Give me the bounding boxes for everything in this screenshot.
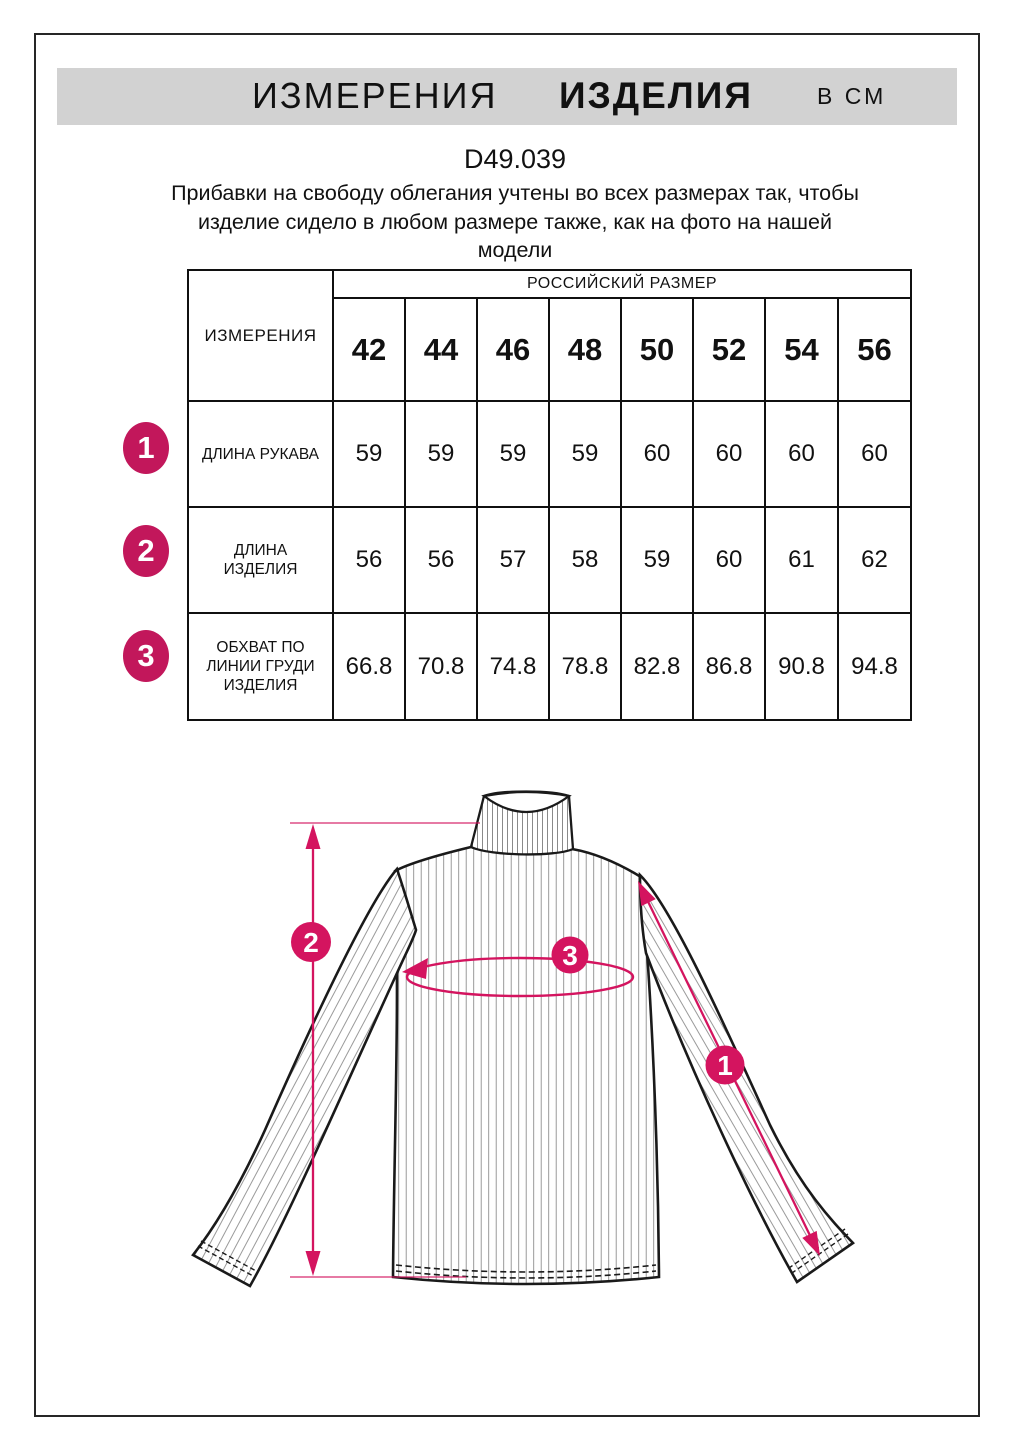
fit-description — [155, 179, 875, 265]
value-cell: 74.8 — [477, 613, 549, 720]
row-label: ДЛИНА ИЗДЕЛИЯ — [188, 507, 333, 613]
garment-body — [393, 847, 659, 1284]
garment-collar — [471, 792, 573, 855]
garment-diagram — [170, 765, 870, 1305]
value-cell: 90.8 — [765, 613, 838, 720]
value-cell: 60 — [621, 401, 693, 507]
value-cell: 66.8 — [333, 613, 405, 720]
value-cell: 62 — [838, 507, 911, 613]
value-cell: 78.8 — [549, 613, 621, 720]
size-column-header: 48 — [549, 298, 621, 401]
page-title-unit: В СМ — [817, 82, 887, 109]
value-cell: 86.8 — [693, 613, 765, 720]
table-row-chest-girth — [188, 613, 911, 720]
row-number-badge-3: 3 — [123, 630, 169, 682]
page-title-word-measurements: ИЗМЕРЕНИЯ — [252, 74, 498, 116]
diagram-marker-1: 1 — [717, 1050, 733, 1081]
title-bar — [57, 68, 957, 125]
size-table — [187, 269, 912, 721]
size-column-header: 56 — [838, 298, 911, 401]
size-column-header: 46 — [477, 298, 549, 401]
size-column-header: 54 — [765, 298, 838, 401]
row-label: ДЛИНА РУКАВА — [188, 401, 333, 507]
value-cell: 61 — [765, 507, 838, 613]
fit-description-line: модели — [477, 238, 553, 262]
row-number-badge-1: 1 — [123, 422, 169, 474]
value-cell: 56 — [333, 507, 405, 613]
fit-description-line: изделие сидело в любом размере также, как на фото на нашей — [197, 209, 833, 234]
value-cell: 82.8 — [621, 613, 693, 720]
measurements-column-header: ИЗМЕРЕНИЯ — [188, 270, 333, 401]
size-column-header: 52 — [693, 298, 765, 401]
value-cell: 59 — [333, 401, 405, 507]
product-code: D49.039 — [463, 144, 567, 174]
value-cell: 56 — [405, 507, 477, 613]
page-title-word-product: ИЗДЕЛИЯ — [559, 74, 753, 116]
fit-description-line: Прибавки на свободу облегания учтены во всех размерах так, чтобы — [171, 181, 859, 205]
size-column-header: 50 — [621, 298, 693, 401]
value-cell: 59 — [621, 507, 693, 613]
value-cell: 59 — [405, 401, 477, 507]
size-column-header: 44 — [405, 298, 477, 401]
diagram-marker-3: 3 — [562, 940, 578, 971]
arrowhead-up-icon — [306, 824, 321, 849]
table-row-sleeve-length — [188, 401, 911, 507]
value-cell: 57 — [477, 507, 549, 613]
garment-right-sleeve — [640, 875, 853, 1282]
row-number-badge-2: 2 — [123, 525, 169, 577]
row-label: ОБХВАТ ПО ЛИНИИ ГРУДИ ИЗДЕЛИЯ — [188, 613, 333, 720]
size-column-header: 42 — [333, 298, 405, 401]
value-cell: 60 — [693, 507, 765, 613]
value-cell: 60 — [693, 401, 765, 507]
value-cell: 59 — [549, 401, 621, 507]
value-cell: 94.8 — [838, 613, 911, 720]
value-cell: 60 — [765, 401, 838, 507]
value-cell: 58 — [549, 507, 621, 613]
value-cell: 59 — [477, 401, 549, 507]
value-cell: 60 — [838, 401, 911, 507]
arrowhead-down-icon — [306, 1251, 321, 1276]
table-row-garment-length — [188, 507, 911, 613]
value-cell: 70.8 — [405, 613, 477, 720]
russian-size-group-header: РОССИЙСКИЙ РАЗМЕР — [333, 270, 911, 298]
diagram-marker-2: 2 — [303, 927, 319, 958]
